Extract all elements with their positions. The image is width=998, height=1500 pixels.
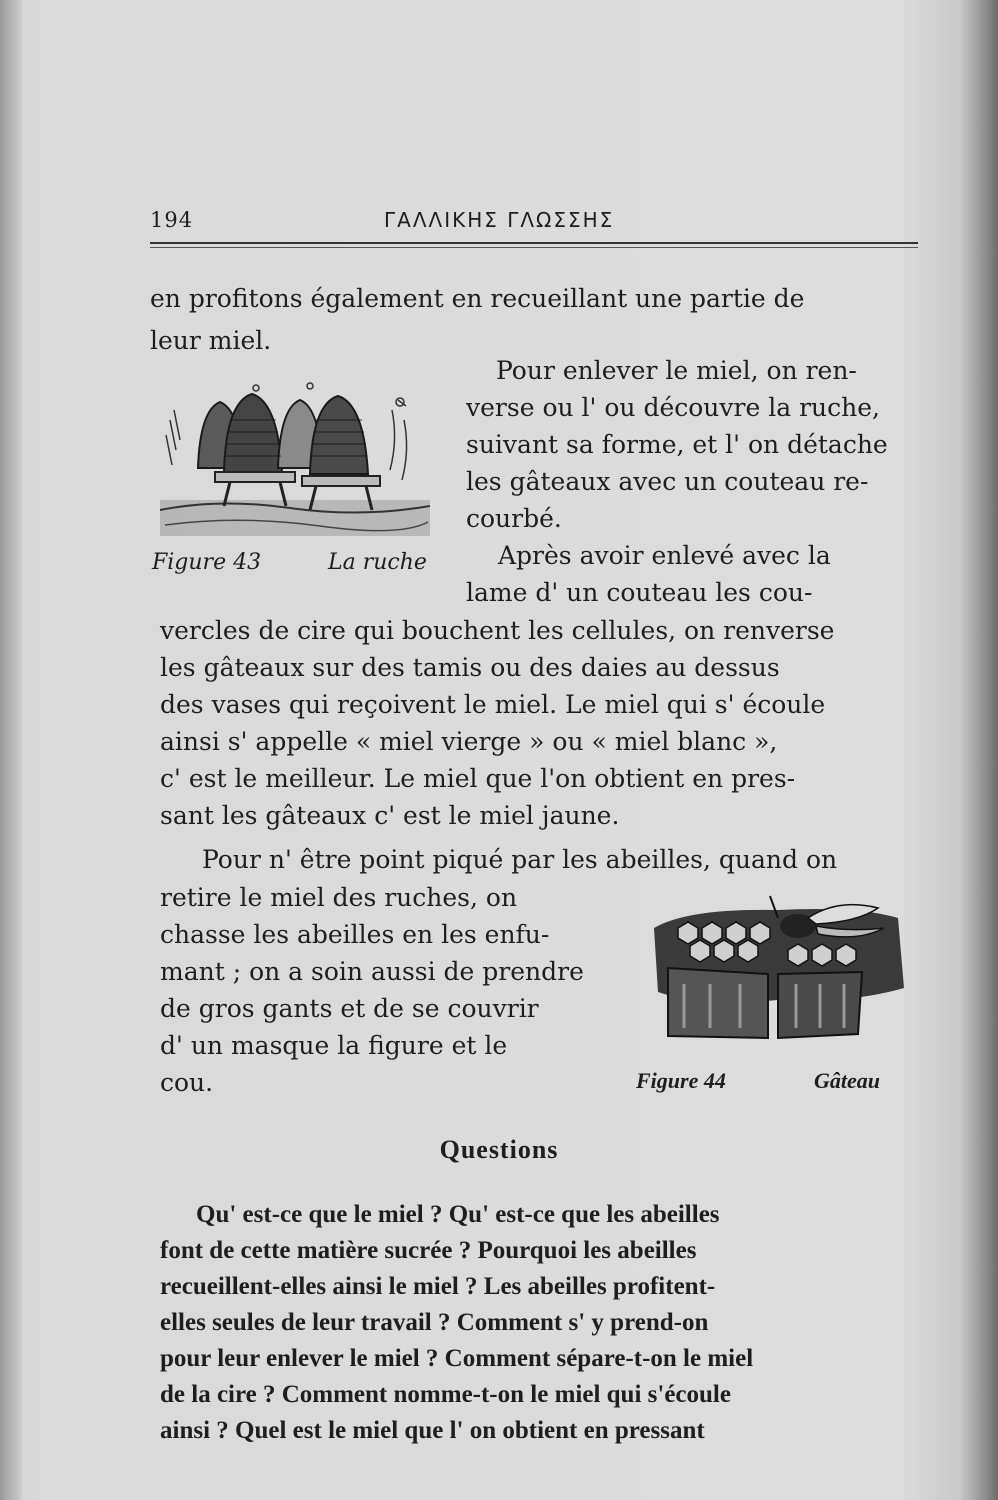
body-line: sant les gâteaux c' est le miel jaune. [160, 801, 620, 830]
body-line: des vases qui reçoivent le miel. Le miel qui s' écoule [160, 690, 826, 719]
question-line: Qu' est-ce que le miel ? Qu' est-ce que les abeilles [196, 1201, 720, 1228]
question-line: de la cire ? Comment nomme-t-on le miel qui s'écoule [160, 1381, 731, 1408]
body-line: retire le miel des ruches, on [160, 883, 518, 912]
honeycomb-illustration [648, 888, 910, 1046]
body-line: suivant sa forme, et l' on détache [466, 430, 888, 459]
body-line: ainsi s' appelle « miel vierge » ou « miel blanc », [160, 727, 778, 756]
question-line: ainsi ? Quel est le miel que l' on obtient en pressant [160, 1417, 705, 1444]
body-line: les gâteaux avec un couteau re- [466, 467, 869, 496]
page-header [150, 208, 920, 244]
questions-heading: Questions [439, 1135, 559, 1164]
body-line: leur miel. [150, 326, 272, 355]
question-line: elles seules de leur travail ? Comment s' y prend-on [160, 1309, 709, 1336]
body-line: de gros gants et de se couvrir [160, 994, 539, 1023]
body-line: courbé. [466, 504, 562, 533]
question-line: pour leur enlever le miel ? Comment sépare-t-on le miel [160, 1345, 754, 1372]
body-line: verse ou l' ou découvre la ruche, [466, 393, 880, 422]
figure-43-label: Figure 43 [152, 550, 262, 575]
body-line: les gâteaux sur des tamis ou des daies au dessus [160, 653, 780, 682]
body-line: d' un masque la figure et le [160, 1031, 508, 1060]
beehive-illustration [160, 380, 430, 540]
body-line: vercles de cire qui bouchent les cellules, on renverse [160, 616, 835, 645]
body-line: chasse les abeilles en les enfu- [160, 920, 550, 949]
body-line: Pour enlever le miel, on ren- [496, 356, 857, 385]
header-rule [150, 242, 918, 244]
body-line: Après avoir enlevé avec la [498, 541, 831, 570]
body-line: lame d' un couteau les cou- [466, 578, 813, 607]
page-number: 194 [150, 208, 194, 232]
running-title: ΓΑΛΛΙΚΗΣ ΓΛΩΣΣΗΣ [384, 208, 615, 232]
figure-44-label: Figure 44 [636, 1068, 726, 1093]
body-line: en profitons également en recueillant une partie de [150, 284, 805, 313]
figure-43-title: La ruche [328, 550, 427, 575]
figure-44-title: Gâteau [814, 1068, 880, 1093]
question-line: font de cette matière sucrée ? Pourquoi les abeilles [160, 1237, 697, 1264]
body-line: mant ; on a soin aussi de prendre [160, 957, 584, 986]
body-line: c' est le meilleur. Le miel que l'on obtient en pres- [160, 764, 796, 793]
header-rule-thin [150, 247, 918, 248]
body-line: Pour n' être point piqué par les abeilles, quand on [202, 845, 838, 874]
question-line: recueillent-elles ainsi le miel ? Les abeilles profitent- [160, 1273, 716, 1300]
book-spine-shadow [0, 0, 22, 1500]
body-line: cou. [160, 1068, 214, 1097]
